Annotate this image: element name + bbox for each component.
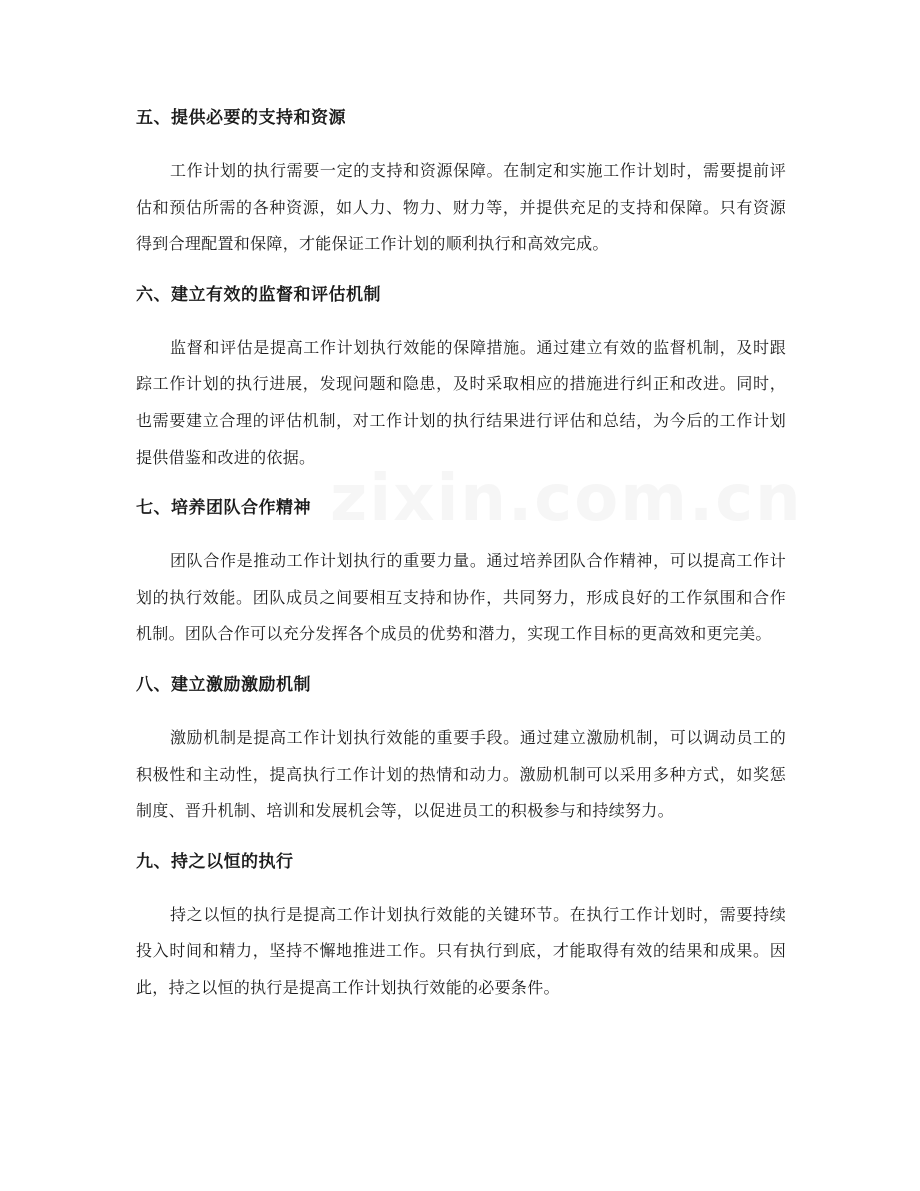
- document-content: [136, 103, 786, 1024]
- watermark: zixin.com.cn: [330, 462, 803, 536]
- section-heading: 五、提供必要的支持和资源: [136, 108, 346, 128]
- section-8: [136, 670, 786, 830]
- section-5: [136, 103, 786, 263]
- section-7: [136, 493, 786, 653]
- section-paragraph: 激励机制是提高工作计划执行效能的重要手段。通过建立激励机制，可以调动员工的积极性和主动性，提高执行工作计划的热情和动力。激励机制可以采用多种方式，如奖惩制度、晋升机制、培训和发展机会等，以促进员工的积极参与和持续努力。: [136, 727, 786, 821]
- section-heading: 七、培养团队合作精神: [136, 498, 311, 519]
- section-paragraph: 持之以恒的执行是提高工作计划执行效能的关键环节。在执行工作计划时，需要持续投入时间和精力，坚持不懈地推进工作。只有执行到底，才能取得有效的结果和成果。因此，持之以恒的执行是提高工作计划执行效能的必要条件。: [136, 904, 786, 997]
- section-9: [136, 847, 786, 1007]
- section-6: [136, 280, 786, 476]
- section-heading: 九、持之以恒的执行: [136, 851, 294, 872]
- section-paragraph: 工作计划的执行需要一定的支持和资源保障。在制定和实施工作计划时，需要提前评估和预估所需的各种资源，如人力、物力、财力等，并提供充足的支持和保障。只有资源得到合理配置和保障，才能保证工作计划的顺利执行和高效完成。: [136, 161, 786, 254]
- section-paragraph: 监督和评估是提高工作计划执行效能的保障措施。通过建立有效的监督机制，及时跟踪工作计划的执行进展，发现问题和隐患，及时采取相应的措施进行纠正和改进。同时，也需要建立合理的评估机制，对工作计划的执行结果进行评估和总结，为今后的工作计划提供借鉴和改进的依据。: [136, 337, 786, 467]
- section-heading: 八、建立激励激励机制: [136, 674, 311, 695]
- section-paragraph: 团队合作是推动工作计划执行的重要力量。通过培养团队合作精神，可以提高工作计划的执行效能。团队成员之间要相互支持和协作，共同努力，形成良好的工作氛围和合作机制。团队合作可以充分发挥各个成员的优势和潜力，实现工作目标的更高效和更完美。: [136, 551, 786, 644]
- section-heading: 六、建立有效的监督和评估机制: [136, 284, 381, 305]
